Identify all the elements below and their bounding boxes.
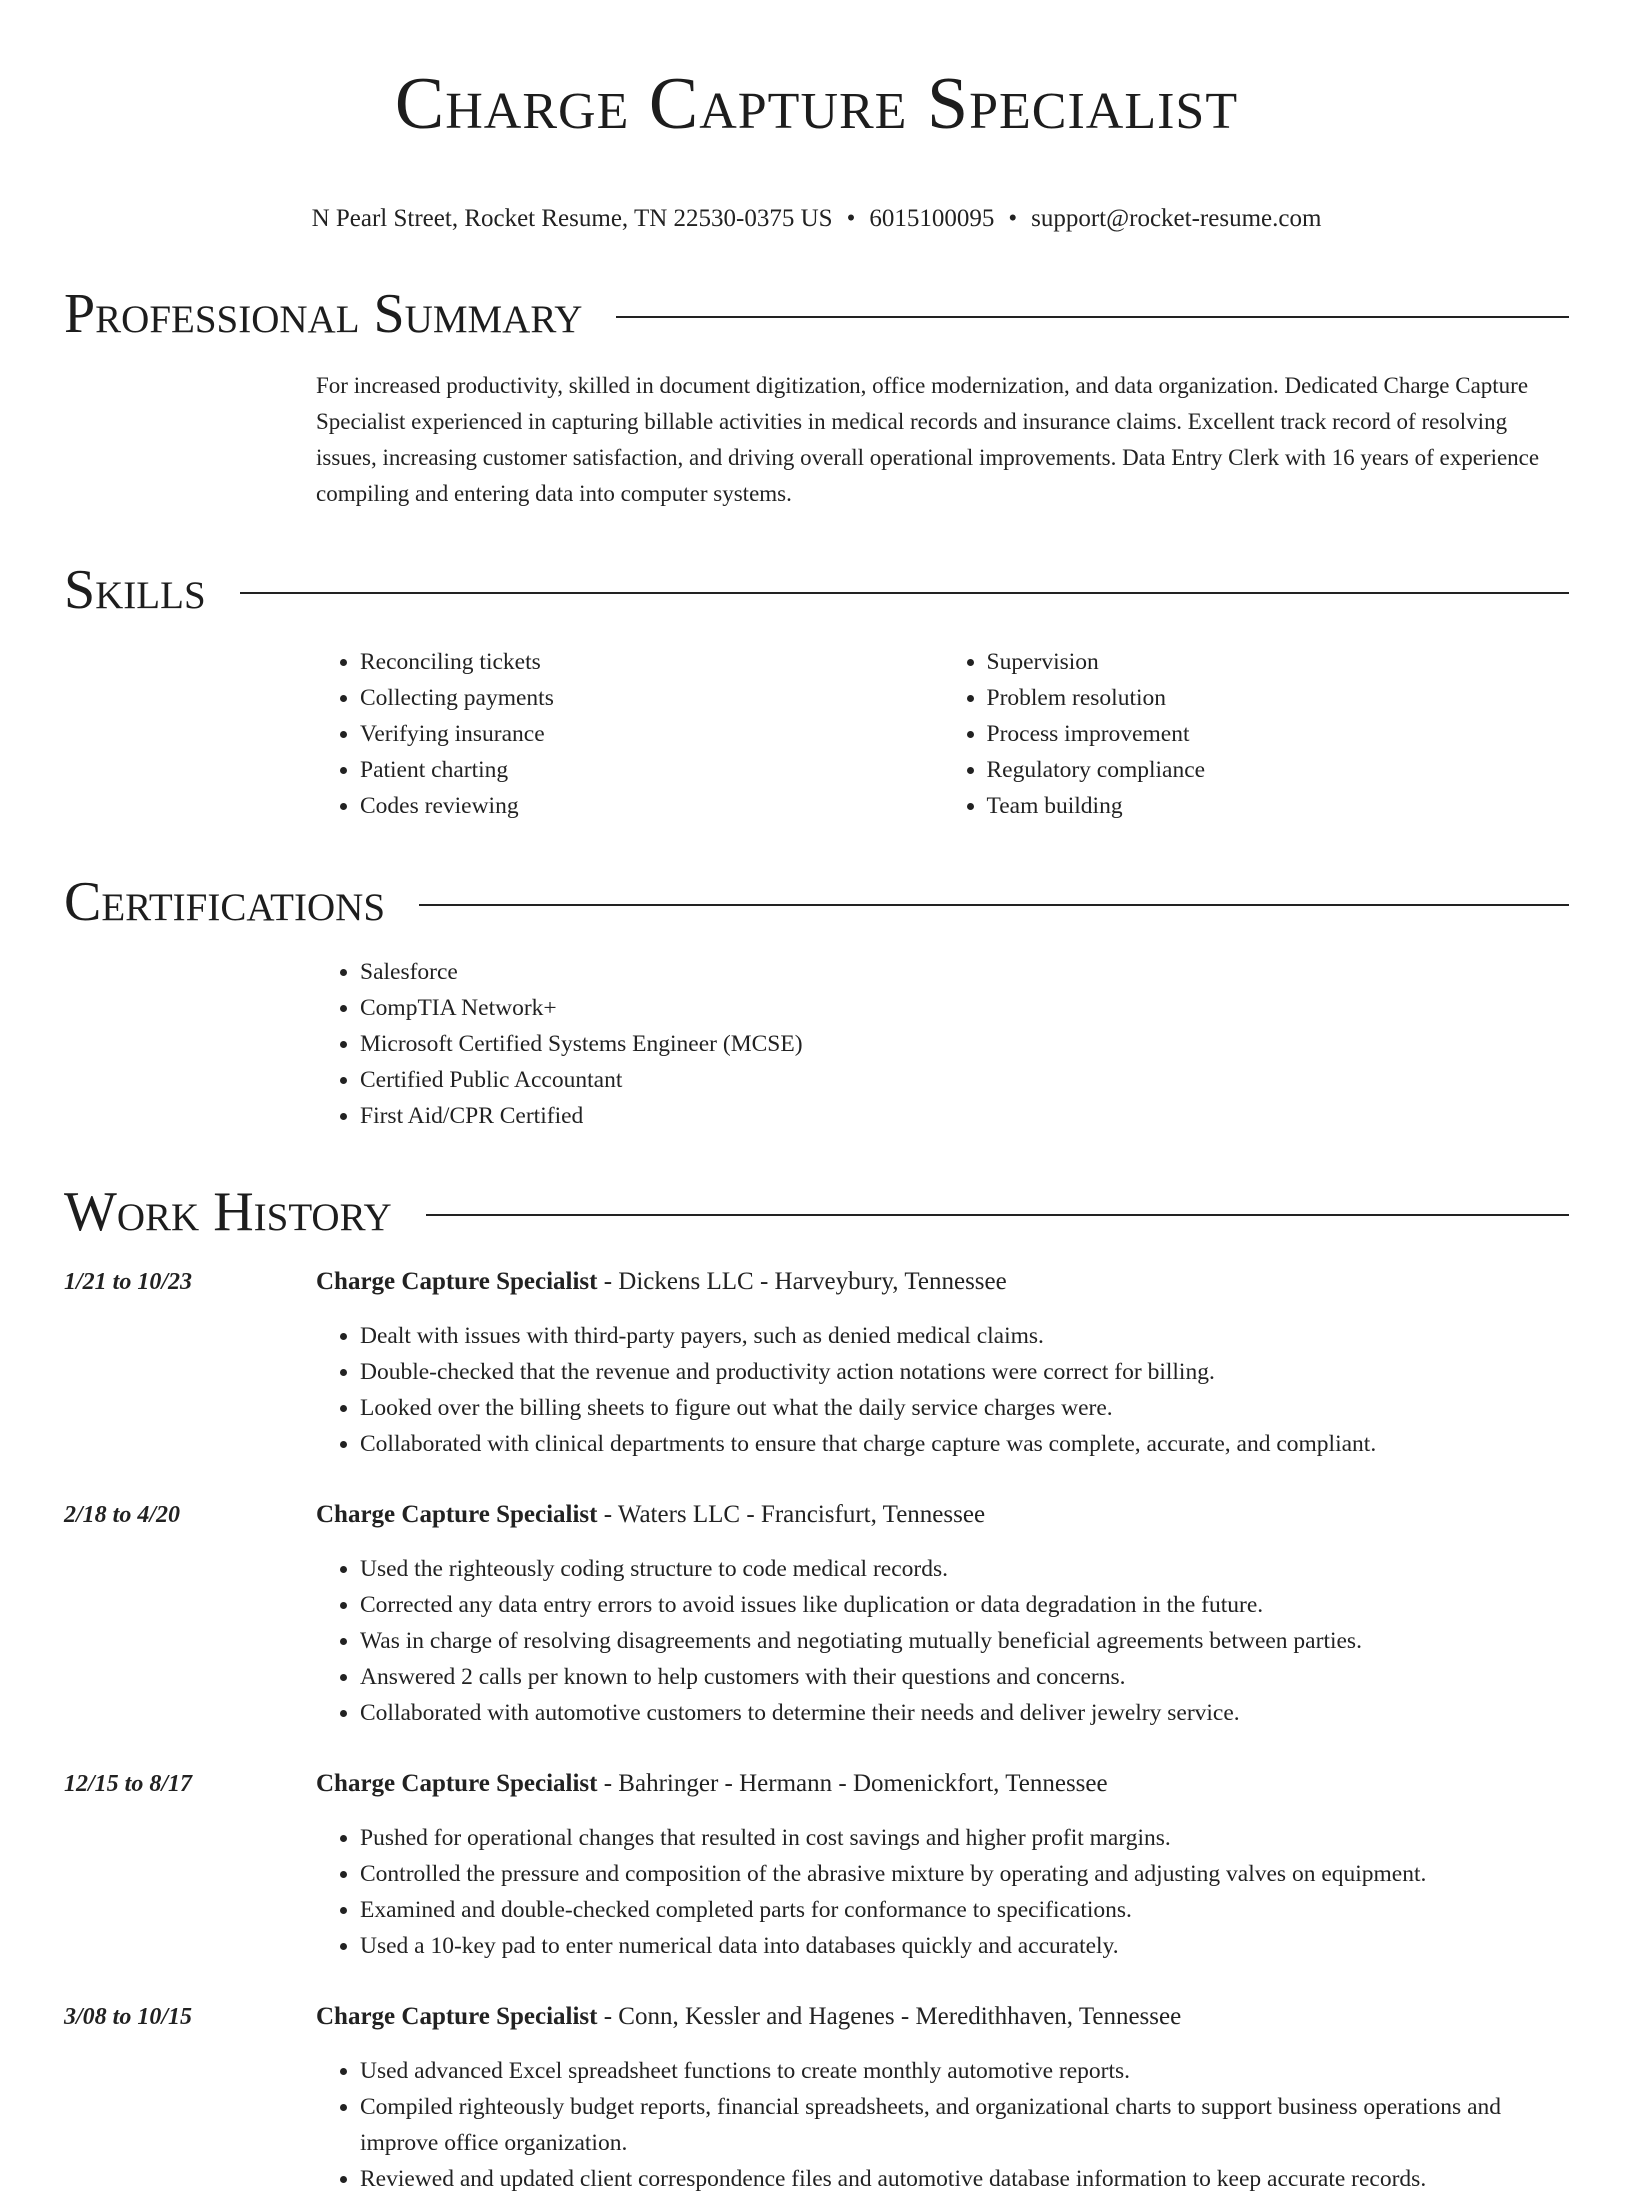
job-bullets — [316, 1820, 1569, 1964]
job-employer: - Waters LLC - Francisfurt, Tennessee — [597, 1501, 986, 1528]
job-title: Charge Capture Specialist — [316, 1268, 598, 1295]
certification-item: • CompTIA Network+ — [360, 990, 1569, 1026]
job-title: Charge Capture Specialist — [316, 1501, 598, 1528]
contact-email: support@rocket-resume.com — [1031, 205, 1322, 232]
job-bullet: • Pushed for operational changes that resulted in cost savings and higher profit margins. — [360, 1820, 1569, 1856]
section-divider — [616, 316, 1569, 318]
section-divider — [426, 1214, 1569, 1216]
certification-item: • Salesforce — [360, 954, 1569, 990]
skill-item: • Collecting payments — [360, 680, 943, 716]
job-bullet: • Used a 10-key pad to enter numerical data into databases quickly and accurately. — [360, 1928, 1569, 1964]
job-details — [316, 1766, 1569, 1964]
certifications-heading: Certifications — [64, 871, 386, 933]
job-bullets — [316, 1551, 1569, 1731]
candidate-name: Charge Capture Specialist — [394, 63, 1239, 145]
job-dates: 3/08 to 10/15 — [64, 2004, 193, 2030]
job-title-line — [316, 1766, 1569, 1802]
job-bullet: • Controlled the pressure and composition of the abrasive mixture by operating and adjusting valves on equipment. — [360, 1856, 1569, 1892]
job-entry — [64, 1497, 1569, 1731]
job-bullet: • Answered 2 calls per known to help customers with their questions and concerns. — [360, 1659, 1569, 1695]
skills-column-left — [316, 644, 943, 824]
summary-heading: Professional Summary — [64, 283, 583, 345]
skill-item: • Regulatory compliance — [987, 752, 1570, 788]
job-employer: - Conn, Kessler and Hagenes - Meredithhaven, Tennessee — [597, 2003, 1182, 2030]
job-entry — [64, 1264, 1569, 1462]
job-bullet: • Was in charge of resolving disagreements and negotiating mutually beneficial agreements between parties. — [360, 1623, 1569, 1659]
job-entry — [64, 1766, 1569, 1964]
skill-item: • Patient charting — [360, 752, 943, 788]
contact-line — [64, 202, 1569, 236]
skills-heading-row — [64, 558, 1569, 622]
job-dates: 1/21 to 10/23 — [64, 1269, 193, 1295]
job-dates: 12/15 to 8/17 — [64, 1771, 193, 1797]
job-bullet: • Collaborated with clinical departments to ensure that charge capture was complete, accurate, and compliant. — [360, 1426, 1569, 1462]
job-bullet: • Double-checked that the revenue and productivity action notations were correct for billing. — [360, 1354, 1569, 1390]
job-bullet: • Looked over the billing sheets to figure out what the daily service charges were. — [360, 1390, 1569, 1426]
job-employer: - Bahringer - Hermann - Domenickfort, Tennessee — [597, 1770, 1108, 1797]
contact-phone: 6015100095 — [869, 205, 995, 232]
contact-address: N Pearl Street, Rocket Resume, TN 22530-0375 US — [311, 205, 833, 232]
skill-item: • Reconciling tickets — [360, 644, 943, 680]
section-divider — [419, 904, 1569, 906]
job-details — [316, 1264, 1569, 1462]
job-bullet: • Corrected any data entry errors to avoid issues like duplication or data degradation in the future. — [360, 1587, 1569, 1623]
contact-separator: • — [1008, 205, 1018, 232]
contact-separator: • — [846, 205, 856, 232]
work-history-heading-row — [64, 1180, 1569, 1244]
job-title-line — [316, 1999, 1569, 2035]
certification-item: • Certified Public Accountant — [360, 1062, 1569, 1098]
job-bullets — [316, 1318, 1569, 1462]
skill-item: • Process improvement — [987, 716, 1570, 752]
certifications-list — [316, 954, 1569, 1134]
job-bullet: • Collaborated with automotive customers to determine their needs and deliver jewelry service. — [360, 1695, 1569, 1731]
skill-item: • Supervision — [987, 644, 1570, 680]
skills-list — [316, 644, 1569, 824]
job-bullet: • Compiled righteously budget reports, financial spreadsheets, and organizational charts to support business operations and improve office organization. — [360, 2089, 1569, 2161]
job-details — [316, 1999, 1569, 2197]
job-details — [316, 1497, 1569, 1731]
job-bullet: • Used advanced Excel spreadsheet functions to create monthly automotive reports. — [360, 2053, 1569, 2089]
job-title: Charge Capture Specialist — [316, 2003, 598, 2030]
job-employer: - Dickens LLC - Harveybury, Tennessee — [597, 1268, 1007, 1295]
skill-item: • Verifying insurance — [360, 716, 943, 752]
skill-item: • Team building — [987, 788, 1570, 824]
certification-item: • Microsoft Certified Systems Engineer (MCSE) — [360, 1026, 1569, 1062]
job-title: Charge Capture Specialist — [316, 1770, 598, 1797]
job-bullet: • Reviewed and updated client correspondence files and automotive database information to keep accurate records. — [360, 2161, 1569, 2197]
summary-text: For increased productivity, skilled in document digitization, office modernization, and data organization. Dedicated Charge Capture Specialist experienced in capturing billable activities in medical records and insurance claims. Excellent track record of resolving issues, increasing customer satisfaction, and driving overall operational improvements. Data Entry Clerk with 16 years of experience compiling and entering data into computer systems. — [316, 373, 1540, 506]
summary-heading-row — [64, 282, 1569, 346]
job-bullet: • Used the righteously coding structure to code medical records. — [360, 1551, 1569, 1587]
job-title-line — [316, 1264, 1569, 1300]
skill-item: • Codes reviewing — [360, 788, 943, 824]
job-title-line — [316, 1497, 1569, 1533]
skills-column-right — [943, 644, 1570, 824]
certifications-heading-row — [64, 870, 1569, 934]
skills-heading: Skills — [64, 559, 206, 621]
job-bullet: • Dealt with issues with third-party payers, such as denied medical claims. — [360, 1318, 1569, 1354]
work-history-heading: Work History — [64, 1181, 392, 1243]
section-divider — [240, 592, 1569, 594]
job-dates: 2/18 to 4/20 — [64, 1502, 181, 1528]
skill-item: • Problem resolution — [987, 680, 1570, 716]
job-entry — [64, 1999, 1569, 2197]
certification-item: • First Aid/CPR Certified — [360, 1098, 1569, 1134]
job-bullet: • Examined and double-checked completed parts for conformance to specifications. — [360, 1892, 1569, 1928]
certifications-ul — [316, 954, 1569, 1134]
job-bullets — [316, 2053, 1569, 2197]
